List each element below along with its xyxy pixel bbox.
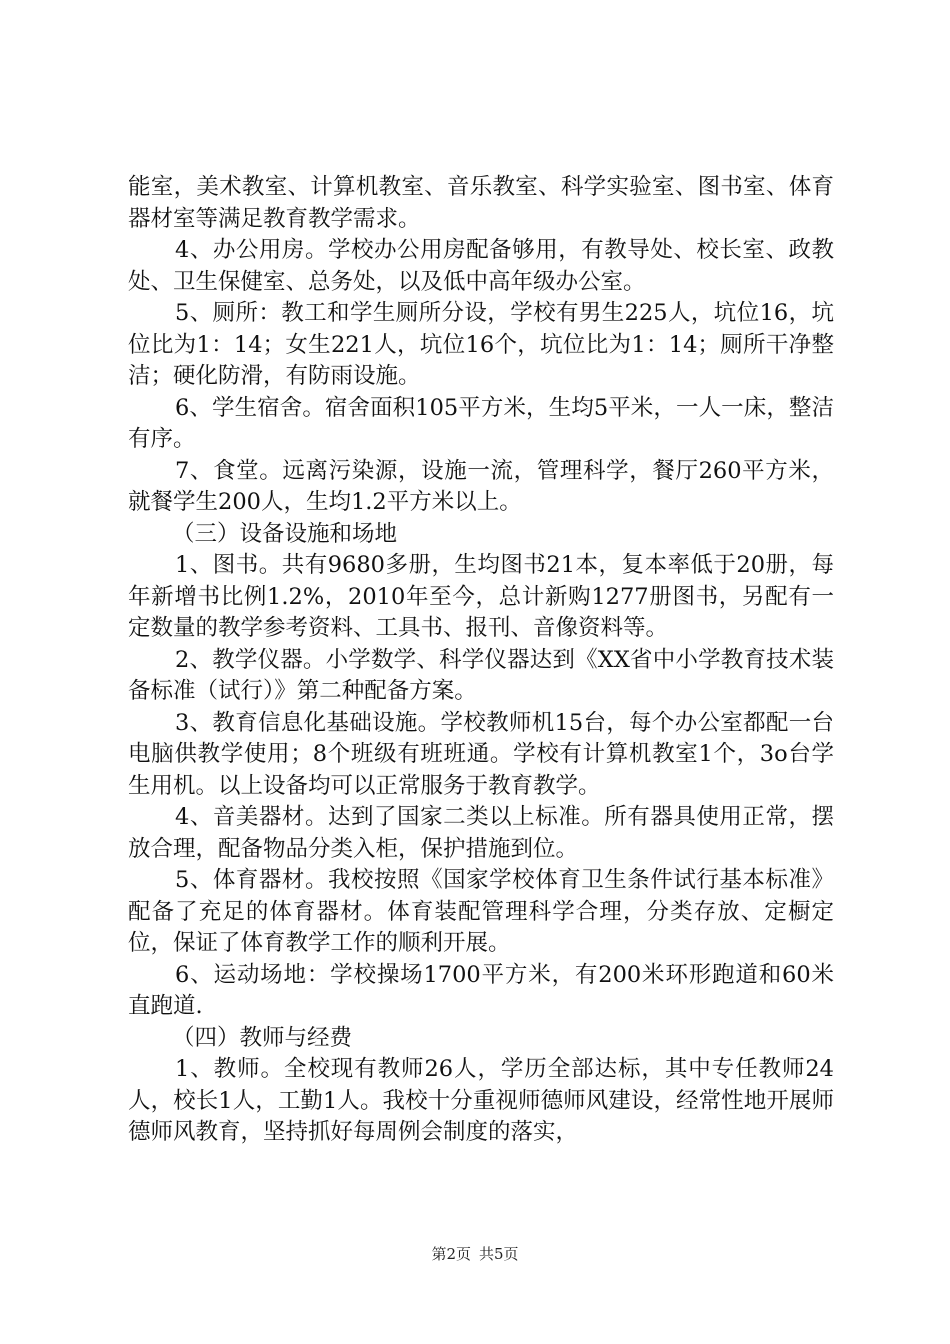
document-body xyxy=(128,172,834,1149)
paragraph-item-it: 3、教育信息化基础设施。学校教师机15台，每个办公室都配一台电脑供教学使用；8个班级有班班通。学校有计算机教室1个，3o台学生用机。以上设备均可以正常服务于教育教学。 xyxy=(128,709,834,799)
section-heading-facilities: （三）设备设施和场地 xyxy=(172,520,398,547)
paragraph-item-dormitory: 6、学生宿舍。宿舍面积105平方米，生均5平米，一人一床，整洁有序。 xyxy=(128,394,834,452)
paragraph-continuation: 能室，美术教室、计算机教室、音乐教室、科学实验室、图书室、体育器材室等满足教育教学需求。 xyxy=(128,174,834,232)
paragraph-item-books: 1、图书。共有9680多册，生均图书21本，复本率低于20册，每年新增书比例1.2%，2010年至今，总计新购1277册图书，另配有一定数量的教学参考资料、工具书、报刊、音像资料等。 xyxy=(128,552,834,641)
paragraph-item-sports-equipment: 5、体育器材。我校按照《国家学校体育卫生条件试行基本标准》配备了充足的体育器材。体育装配管理科学合理，分类存放、定橱定位，保证了体育教学工作的顺利开展。 xyxy=(128,867,834,956)
paragraph-item-office: 4、办公用房。学校办公用房配备够用，有教导处、校长室、政教处、卫生保健室、总务处，以及低中高年级办公室。 xyxy=(128,237,834,295)
paragraph-item-playground: 6、运动场地：学校操场1700平方米，有200米环形跑道和60米直跑道. xyxy=(128,961,834,1019)
paragraph-item-canteen: 7、食堂。远离污染源，设施一流，管理科学，餐厅260平方米，就餐学生200人，生均1.2平方米以上。 xyxy=(128,457,834,515)
page-number: 第2页 xyxy=(431,1245,471,1263)
page-footer xyxy=(0,1244,950,1264)
section-heading-teachers-funding: （四）教师与经费 xyxy=(172,1024,353,1051)
paragraph-item-art-music: 4、音美器材。达到了国家二类以上标准。所有器具使用正常，摆放合理，配备物品分类入柜，保护措施到位。 xyxy=(128,804,834,862)
page-total: 共5页 xyxy=(479,1245,519,1263)
paragraph-item-teachers: 1、教师。全校现有教师26人，学历全部达标，其中专任教师24人，校长1人，工勤1人。我校十分重视师德师风建设，经常性地开展师德师风教育，坚持抓好每周例会制度的落实， xyxy=(128,1056,834,1145)
paragraph-item-instruments: 2、教学仪器。小学数学、科学仪器达到《XX省中小学教育技术装备标准（试行）》第二种配备方案。 xyxy=(128,646,834,704)
paragraph-item-toilet: 5、厕所：教工和学生厕所分设，学校有男生225人，坑位16，坑位比为1：14；女生221人，坑位16个，坑位比为1：14；厕所干净整洁；硬化防滑，有防雨设施。 xyxy=(128,300,834,389)
